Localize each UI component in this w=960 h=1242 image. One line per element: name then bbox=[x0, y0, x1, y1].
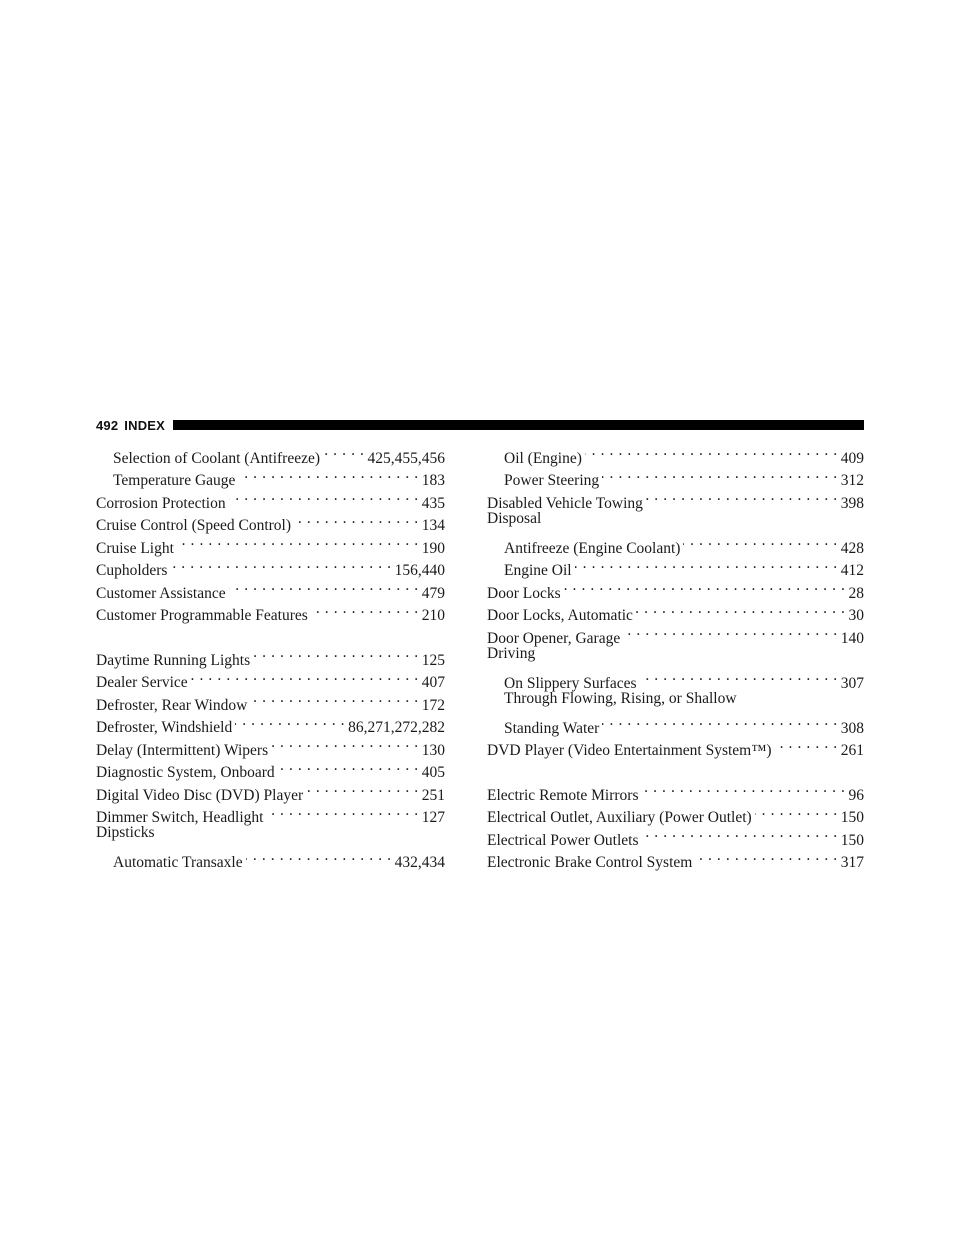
page-reference: 183 bbox=[421, 472, 445, 489]
index-term: Door Locks, Automatic bbox=[487, 607, 633, 624]
index-entry bbox=[96, 642, 445, 669]
dot-leader bbox=[602, 463, 838, 486]
page-reference: 172 bbox=[421, 696, 445, 714]
index-term: Daytime Running Lights bbox=[96, 651, 251, 669]
page-reference: 30 bbox=[848, 607, 864, 624]
index-term: Dealer Service bbox=[96, 674, 188, 691]
dot-leader bbox=[177, 530, 419, 553]
index-term: Power Steering bbox=[504, 472, 600, 489]
page-reference: 412 bbox=[840, 562, 864, 579]
index-term: Selection of Coolant (Antifreeze) bbox=[113, 449, 321, 467]
index-term: Diagnostic System, Onboard bbox=[96, 764, 275, 781]
index-term: Disposal bbox=[487, 509, 542, 527]
dot-leader bbox=[642, 822, 838, 845]
dot-leader bbox=[306, 777, 419, 800]
index-term: Standing Water bbox=[504, 719, 600, 737]
index-term: Oil (Engine) bbox=[504, 449, 582, 467]
index-column-left bbox=[96, 440, 445, 871]
index-term: Door Opener, Garage bbox=[487, 629, 621, 647]
dot-leader bbox=[695, 845, 837, 868]
index-term: DVD Player (Video Entertainment System™) bbox=[487, 742, 772, 759]
index-entry bbox=[487, 508, 864, 531]
index-term: Through Flowing, Rising, or Shallow bbox=[504, 689, 737, 707]
dot-leader bbox=[585, 440, 838, 463]
dot-leader bbox=[564, 575, 846, 598]
page-reference: 130 bbox=[421, 741, 445, 759]
dot-leader bbox=[238, 463, 418, 486]
index-term: Corrosion Protection bbox=[96, 494, 226, 512]
index-term: Defroster, Windshield bbox=[96, 719, 233, 736]
dot-leader bbox=[642, 777, 846, 800]
dot-leader bbox=[636, 598, 846, 621]
page-reference: 398 bbox=[840, 494, 864, 512]
index-subentry bbox=[487, 688, 864, 711]
index-term: Cupholders bbox=[96, 562, 168, 579]
index-subentry bbox=[487, 530, 864, 557]
dot-leader bbox=[755, 800, 838, 823]
index-column-right bbox=[487, 440, 864, 871]
index-term: Customer Assistance bbox=[96, 584, 226, 602]
page-reference: 409 bbox=[840, 449, 864, 467]
page-reference: 435 bbox=[421, 494, 445, 512]
page-reference: 190 bbox=[421, 539, 445, 557]
page-reference: 28 bbox=[848, 584, 864, 602]
dot-leader bbox=[266, 800, 418, 823]
dot-leader bbox=[229, 575, 419, 598]
page-reference: 140 bbox=[840, 629, 864, 647]
index-term: Door Locks bbox=[487, 584, 561, 602]
page-reference: 261 bbox=[840, 742, 864, 759]
page-reference: 150 bbox=[840, 809, 864, 826]
page-reference: 317 bbox=[840, 854, 864, 871]
index-term: Engine Oil bbox=[504, 562, 572, 579]
dot-leader bbox=[253, 642, 419, 665]
page-reference: 307 bbox=[840, 674, 864, 692]
dot-leader bbox=[294, 508, 419, 531]
dot-leader bbox=[623, 620, 838, 643]
index-term: Cruise Control (Speed Control) bbox=[96, 517, 292, 534]
page-reference: 156,440 bbox=[394, 562, 445, 579]
index-entry bbox=[487, 777, 864, 804]
page-reference: 96 bbox=[848, 786, 864, 804]
index-entry bbox=[487, 643, 864, 666]
index-subentry bbox=[487, 440, 864, 467]
index-term: Electronic Brake Control System bbox=[487, 854, 693, 871]
page-reference: 127 bbox=[421, 809, 445, 826]
index-term: Dipsticks bbox=[96, 824, 155, 841]
index-term: Automatic Transaxle bbox=[113, 854, 243, 871]
page-reference: 308 bbox=[840, 719, 864, 737]
dot-leader bbox=[323, 440, 364, 463]
index-subentry bbox=[96, 845, 445, 871]
index-term: Electrical Power Outlets bbox=[487, 831, 639, 849]
index-term: On Slippery Surfaces bbox=[504, 674, 637, 692]
index-term: Antifreeze (Engine Coolant) bbox=[504, 539, 681, 557]
page-reference: 134 bbox=[421, 517, 445, 534]
page-reference: 210 bbox=[421, 607, 445, 624]
index-term: Dimmer Switch, Headlight bbox=[96, 809, 264, 826]
index-term: Digital Video Disc (DVD) Player bbox=[96, 786, 304, 804]
page-header bbox=[96, 415, 864, 435]
page-reference: 150 bbox=[840, 831, 864, 849]
section-title: INDEX bbox=[124, 417, 166, 433]
page-reference: 86,271,272,282 bbox=[348, 719, 445, 736]
index-term: Driving bbox=[487, 644, 536, 662]
page-reference: 407 bbox=[421, 674, 445, 691]
page-reference: 432,434 bbox=[394, 854, 445, 871]
dot-leader bbox=[602, 710, 837, 733]
index-term: Defroster, Rear Window bbox=[96, 696, 248, 714]
index-subentry bbox=[487, 710, 864, 737]
dot-leader bbox=[640, 665, 838, 688]
page-reference: 251 bbox=[421, 786, 445, 804]
dot-leader bbox=[246, 845, 392, 868]
index-entry bbox=[96, 822, 445, 845]
index-subentry bbox=[487, 665, 864, 692]
dot-leader bbox=[683, 530, 837, 553]
dot-leader bbox=[775, 733, 838, 756]
index-term: Cruise Light bbox=[96, 539, 174, 557]
dot-leader bbox=[271, 732, 419, 755]
page-reference: 312 bbox=[840, 472, 864, 489]
dot-leader bbox=[646, 485, 838, 508]
index-term: Temperature Gauge bbox=[113, 472, 236, 489]
index-term: Disabled Vehicle Towing bbox=[487, 494, 643, 512]
dot-leader bbox=[235, 710, 345, 733]
index-term: Customer Programmable Features bbox=[96, 607, 308, 624]
page-reference: 405 bbox=[421, 764, 445, 781]
header-rule bbox=[173, 420, 864, 430]
page-reference: 425,455,456 bbox=[367, 449, 445, 467]
page-number: 492 bbox=[96, 417, 119, 433]
dot-leader bbox=[191, 665, 419, 688]
page-reference: 479 bbox=[421, 584, 445, 602]
index-term: Electric Remote Mirrors bbox=[487, 786, 639, 804]
dot-leader bbox=[229, 485, 419, 508]
dot-leader bbox=[278, 755, 419, 778]
page-reference: 125 bbox=[421, 651, 445, 669]
dot-leader bbox=[250, 687, 418, 710]
dot-leader bbox=[311, 598, 419, 621]
index-term: Delay (Intermittent) Wipers bbox=[96, 741, 269, 759]
dot-leader bbox=[170, 553, 391, 576]
index-subentry bbox=[96, 440, 445, 467]
page-reference: 428 bbox=[840, 539, 864, 557]
index-term: Electrical Outlet, Auxiliary (Power Outlet) bbox=[487, 809, 752, 826]
dot-leader bbox=[575, 553, 838, 576]
